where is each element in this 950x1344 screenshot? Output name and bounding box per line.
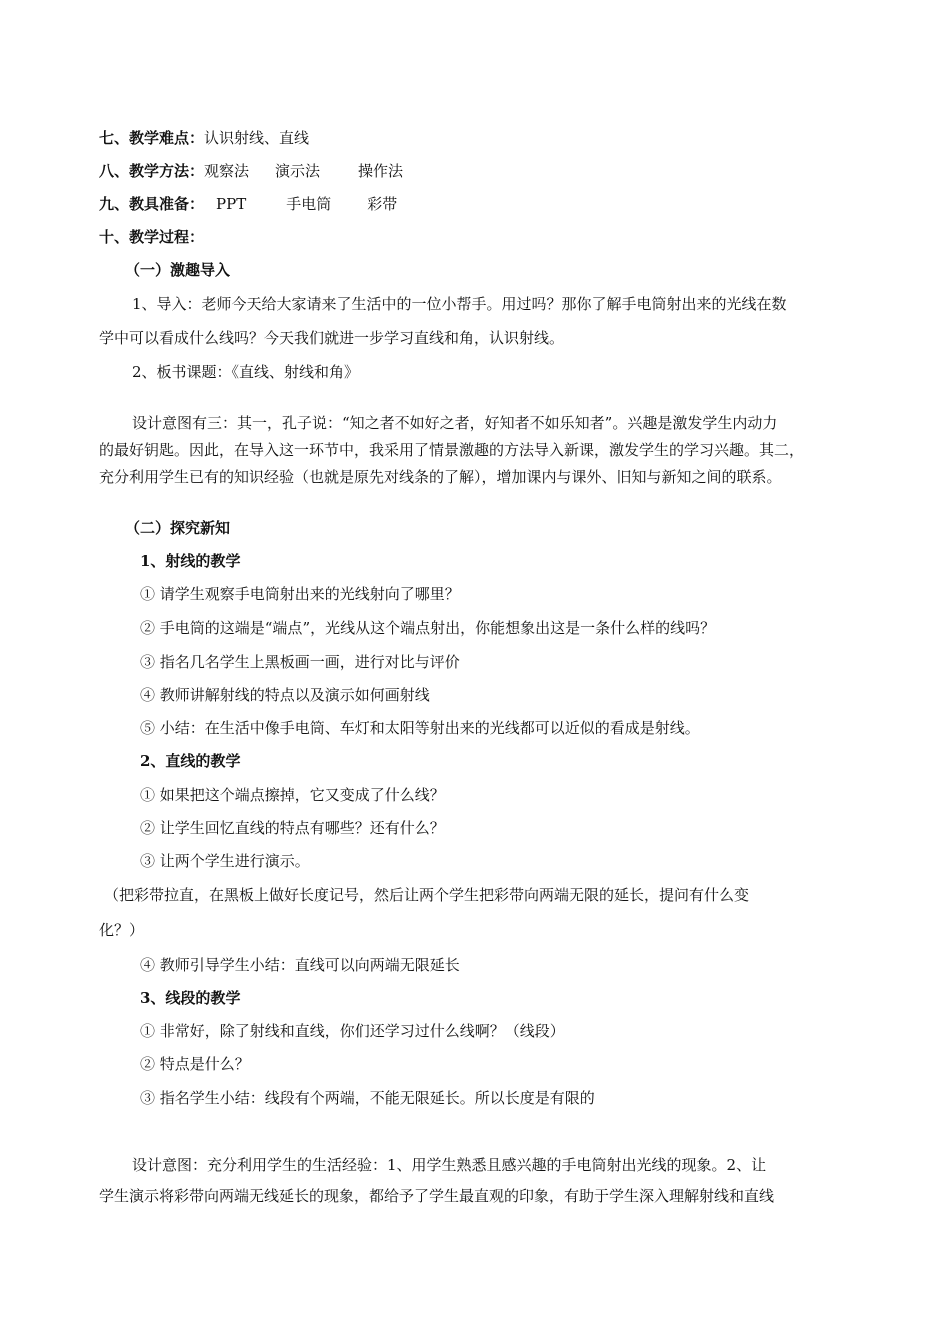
- part-1-intent-line-2: 的最好钥匙。因此，在导入这一环节中，我采用了情景激趣的方法导入新课，激发学生的学习兴趣。其二，: [99, 441, 805, 459]
- ray-teaching-heading: 1、射线的教学: [140, 552, 241, 570]
- part-2-intent-line-1: 设计意图：充分利用学生的生活经验：1、用学生熟悉且感兴趣的手电筒射出光线的现象。2、让: [132, 1156, 767, 1174]
- part-1-para-1-line-2: 学中可以看成什么线吗？今天我们就进一步学习直线和角，认识射线。: [99, 329, 565, 347]
- section-9-line: [99, 194, 397, 214]
- section-8-line: [99, 161, 403, 181]
- line-item-3: ③ 让两个学生进行演示。: [140, 852, 310, 870]
- method-observe: 观察法: [204, 162, 250, 180]
- segment-item-2: ② 特点是什么？: [140, 1055, 250, 1073]
- part-2-intent-line-2: 学生演示将彩带向两端无线延长的现象，都给予了学生最直观的印象，有助于学生深入理解射线和直线: [99, 1187, 775, 1205]
- part-1-intent-line-1: 设计意图有三：其一，孔子说：“知之者不如好之者，好知者不如乐知者”。兴趣是激发学生内动力: [132, 414, 778, 432]
- section-7-line: [99, 128, 309, 148]
- tool-ppt: PPT: [216, 195, 247, 213]
- line-note-line-2: 化？）: [99, 921, 145, 939]
- section-7-label: 七、教学难点：: [99, 129, 205, 147]
- section-9-label: 九、教具准备：: [99, 195, 205, 213]
- segment-teaching-heading: 3、线段的教学: [140, 989, 241, 1007]
- ray-item-4: ④ 教师讲解射线的特点以及演示如何画射线: [140, 686, 430, 704]
- method-demo: 演示法: [275, 162, 321, 180]
- ray-item-5: ⑤ 小结：在生活中像手电筒、车灯和太阳等射出来的光线都可以近似的看成是射线。: [140, 719, 700, 737]
- segment-item-1: ① 非常好，除了射线和直线，你们还学习过什么线啊？（线段）: [140, 1022, 565, 1040]
- part-1-para-2: 2、板书课题：《直线、射线和角》: [132, 363, 360, 381]
- ray-item-3: ③ 指名几名学生上黑板画一画，进行对比与评价: [140, 653, 460, 671]
- segment-item-3: ③ 指名学生小结：线段有个两端，不能无限延长。所以长度是有限的: [140, 1089, 595, 1107]
- line-item-1: ① 如果把这个端点擦掉，它又变成了什么线？: [140, 786, 445, 804]
- part-2-heading: （二）探究新知: [125, 519, 231, 537]
- ray-item-2: ② 手电筒的这端是“端点”，光线从这个端点射出，你能想象出这是一条什么样的线吗？: [140, 619, 716, 637]
- tool-ribbon: 彩带: [367, 195, 398, 213]
- tool-flashlight: 手电筒: [286, 195, 332, 213]
- section-10-label: 十、教学过程：: [99, 228, 205, 246]
- section-7-text: 认识射线、直线: [204, 129, 310, 147]
- line-item-2: ② 让学生回忆直线的特点有哪些？还有什么？: [140, 819, 445, 837]
- method-operate: 操作法: [358, 162, 404, 180]
- part-1-para-1-line-1: 1、导入：老师今天给大家请来了生活中的一位小帮手。用过吗？那你了解手电筒射出来的光线在数: [132, 295, 787, 313]
- line-teaching-heading: 2、直线的教学: [140, 752, 241, 770]
- part-1-intent-line-3: 充分利用学生已有的知识经验（也就是原先对线条的了解），增加课内与课外、旧知与新知之间的联系。: [99, 468, 782, 486]
- ray-item-1: ① 请学生观察手电筒射出来的光线射向了哪里？: [140, 585, 460, 603]
- part-1-heading: （一）激趣导入: [125, 261, 231, 279]
- line-item-4: ④ 教师引导学生小结：直线可以向两端无限延长: [140, 956, 460, 974]
- line-note-line-1: （把彩带拉直，在黑板上做好长度记号，然后让两个学生把彩带向两端无限的延长，提问有什么变: [104, 886, 750, 904]
- section-8-label: 八、教学方法：: [99, 162, 205, 180]
